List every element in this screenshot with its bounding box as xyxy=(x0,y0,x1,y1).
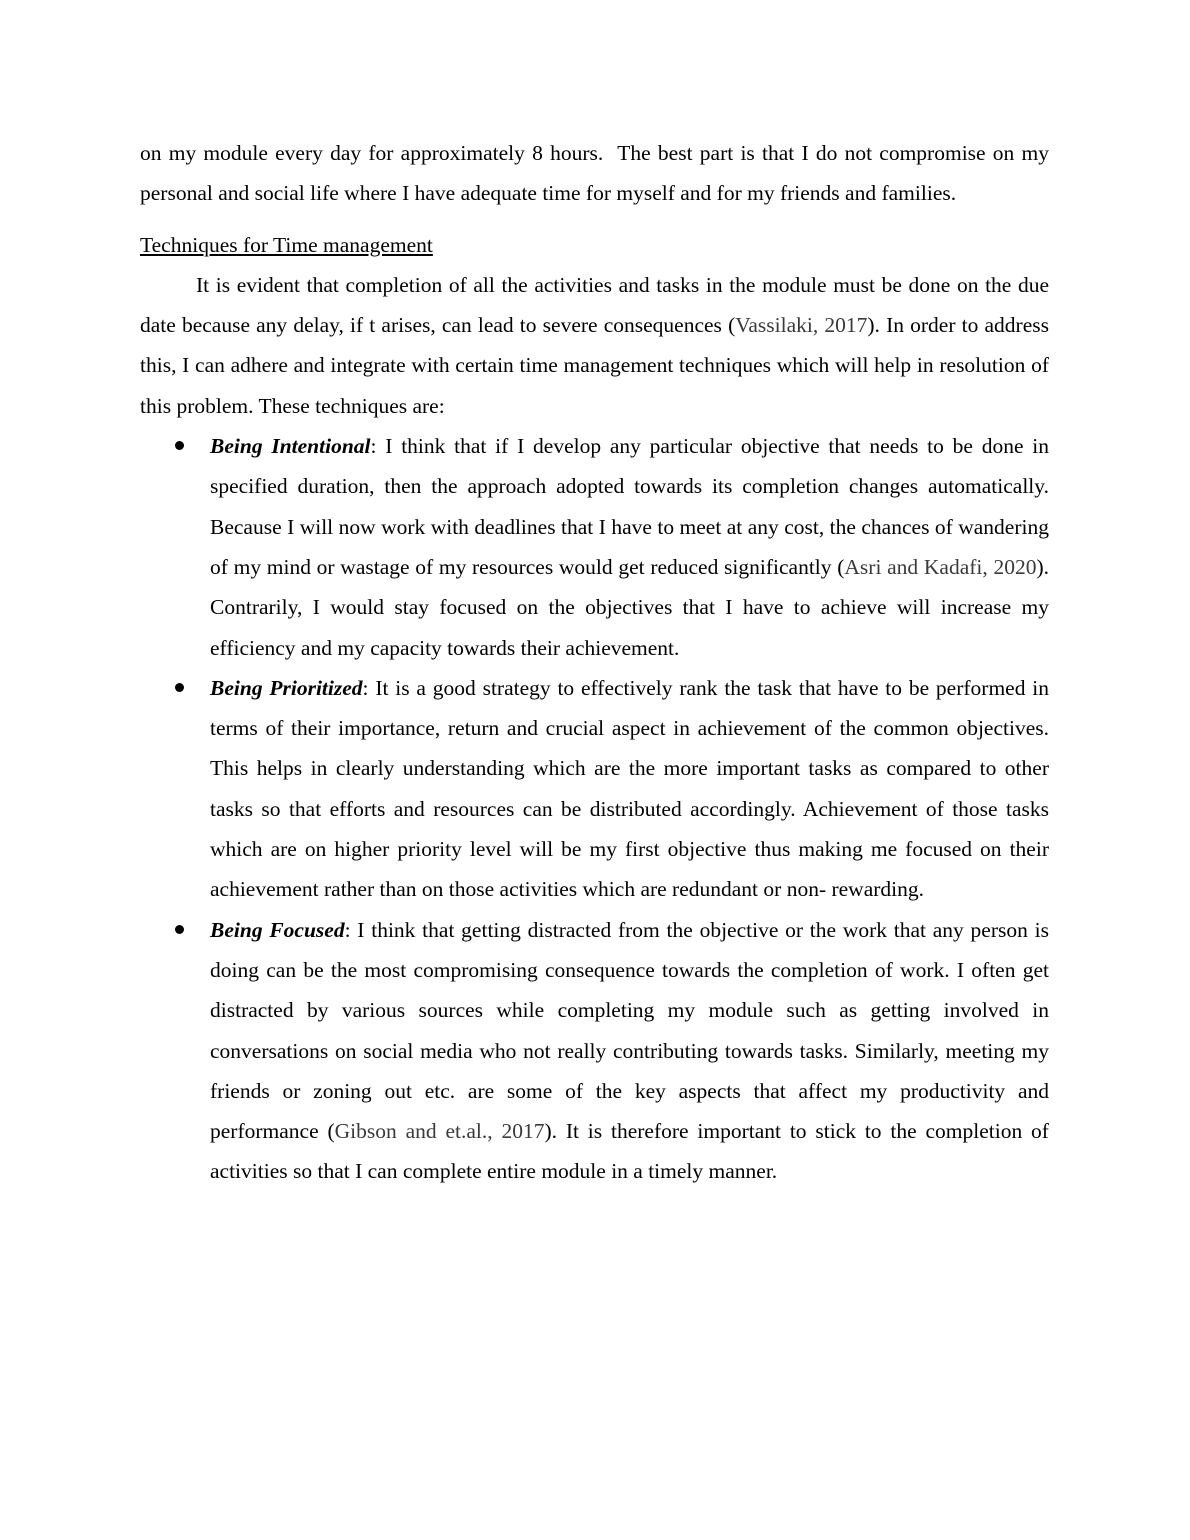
item-text: ). Contrarily, I would stay focused on the objectives that I have to achieve will increase my efficiency and my capacity towards their achievement. xyxy=(210,554,1049,660)
citation: Gibson and et.al., 2017 xyxy=(334,1119,545,1144)
paragraph-text: It is evident that completion of all the activities and tasks in the module must be done on the due date because any delay, if t arises, can lead to severe consequences ( xyxy=(140,272,1049,338)
item-text: : It is a good strategy to effectively rank the task that have to be performed in terms of their importance, return and crucial aspect in achievement of the common objectives. This helps in clearly understanding which are the more important tasks as compared to other tasks so that efforts and resources can be distributed accordingly. Achievement of those tasks which are on higher priority level will be my first objective thus making me focused on their achievement rather than on those activities which are redundant or non- rewarding. xyxy=(210,675,1050,902)
item-text: : I think that if I develop any particular objective that needs to be done in specified duration, then the approach adopted towards its completion changes automatically. Because I will now work with deadlines that I have to meet at any cost, the chances of wandering of my mind or wastage of my resources would get reduced significantly ( xyxy=(210,434,1049,579)
techniques-list xyxy=(140,426,1049,1192)
term-label: Being Focused xyxy=(210,917,345,942)
citation: Vassilaki, 2017 xyxy=(735,313,868,338)
term-label: Being Intentional xyxy=(210,434,371,459)
citation: Asri and Kadafi, 2020 xyxy=(844,554,1037,579)
bullet-icon xyxy=(175,441,184,450)
term-label: Being Prioritized xyxy=(210,675,363,700)
intro-paragraph: on my module every day for approximately 8 hours. The best part is that I do not compromise on my personal and social life where I have adequate time for myself and for my friends and families. xyxy=(140,141,1049,206)
list-item-prioritized xyxy=(140,668,1049,910)
document-page xyxy=(140,133,1049,1192)
item-text: : I think that getting distracted from the objective or the work that any person is doing can be the most compromising consequence towards the completion of work. I often get distracted by various sources while completing my module such as getting involved in conversations on social media who not really contributing towards tasks. Similarly, meeting my friends or zoning out etc. are some of the key aspects that affect my productivity and performance ( xyxy=(210,917,1049,1144)
section-heading: Techniques for Time management xyxy=(140,232,433,257)
paragraph-text: ). In order to address this, I can adhere and integrate with certain time management techniques which will help in resolution of this problem. These techniques are: xyxy=(140,313,1049,418)
list-item-focused xyxy=(140,910,1049,1192)
bullet-icon xyxy=(175,925,184,934)
bullet-icon xyxy=(175,683,184,692)
item-text: ). It is therefore important to stick to the completion of activities so that I can complete entire module in a timely manner. xyxy=(210,1119,1049,1184)
list-item-intentional xyxy=(140,426,1049,668)
section-paragraph xyxy=(140,265,1049,426)
